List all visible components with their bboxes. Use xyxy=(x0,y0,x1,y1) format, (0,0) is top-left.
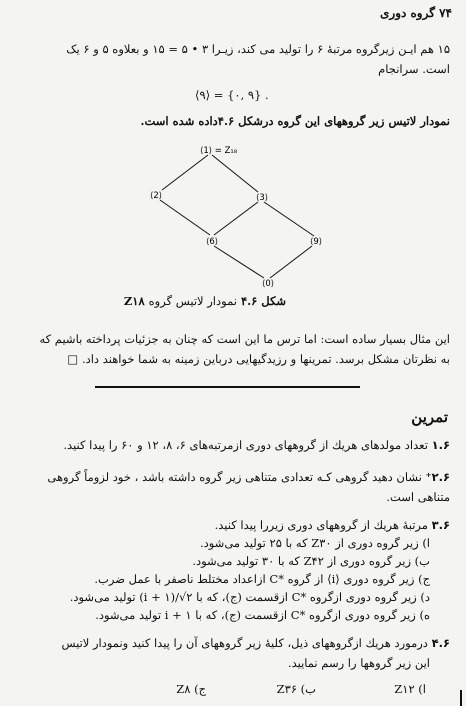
node-6: ⟨6⟩ xyxy=(206,237,219,247)
exercise-number: ۴.۶ xyxy=(431,636,450,650)
lattice-diagram xyxy=(140,140,340,290)
exercise-text: درمورد هریك ازگروههای ذیل، کلیهٔ زیر گروههای آن را پیدا کنید ونمودار لاتیس xyxy=(61,636,428,650)
end-of-proof-mark: □ xyxy=(67,352,79,366)
edge-2-6 xyxy=(160,200,210,235)
exercise-3-part-b: ب) زیر گروه دوری از Z۴۲ که با ۳۰ تولید می‌شود. xyxy=(192,554,430,568)
exercise-4-cont: این زیر گروهها را رسم نمایید. xyxy=(287,656,430,670)
edge-1-3 xyxy=(212,155,258,192)
node-top: ⟨1⟩ = Z₁₈ xyxy=(200,146,238,156)
node-2: ⟨2⟩ xyxy=(150,191,163,201)
edge-9-0 xyxy=(270,246,312,278)
edge-3-9 xyxy=(264,202,314,236)
group-c: ج) Z۸ xyxy=(176,682,206,696)
caption-group: Z۱۸ xyxy=(123,294,145,308)
section-title: تمرین xyxy=(411,408,448,426)
intro-line-2: است. سرانجام xyxy=(378,62,450,76)
exercise-number: ۱.۶ xyxy=(431,438,450,452)
page-header: ۷۴ گروه دوری xyxy=(380,6,452,20)
intro-line-1: ۱۵ هم ایـن زیرگروه مرتبهٔ ۶ را تولید می کند، زیـرا ۳ • ۵ = ۱۵ و بعلاوه ۵ و ۶ یک xyxy=(66,42,450,56)
caption-text: نمودار لاتیس گروه xyxy=(148,294,237,308)
exercise-3-part-a: ا) زیر گروه دوری از Z۳۰ که با ۲۵ تولید می‌شود. xyxy=(199,536,430,550)
exercise-3-part-d: د) زیر گروه دوری ازگروه *C ازقسمت (ج)، که با ۲√/(i + ۱) تولید می‌شود. xyxy=(69,590,430,604)
caption-label: شکل ۴.۶ xyxy=(240,294,286,308)
exercise-4 xyxy=(12,634,450,653)
note-line-2 xyxy=(12,350,450,369)
intro-equation: ⟨۹⟩ = {۰, ۹} . xyxy=(195,88,269,102)
group-a: ا) Z۱۲ xyxy=(394,682,426,696)
margin-bar xyxy=(460,690,462,706)
figure-caption xyxy=(124,294,286,308)
exercise-number: ۲.۶⁺ xyxy=(425,470,450,484)
exercise-3-part-c: ج) زیر گروه دوری ⟨i⟩ از گروه *C ازاعداد مختلط ناصفر با عمل ضرب. xyxy=(94,572,430,586)
exercise-text: تعداد مولدهای هریك از گروههای دوری ازمرتبه‌های ۶، ۸، ۱۲ و ۶۰ را پیدا کنید. xyxy=(63,438,428,452)
node-3: ⟨3⟩ xyxy=(256,193,269,203)
section-rule xyxy=(95,386,360,388)
exercise-3 xyxy=(12,516,450,535)
exercise-2 xyxy=(12,468,450,487)
note-line-1: این مثال بسیار ساده است: اما ترس ما این است که چنان به جزئیات پرداخته باشیم که xyxy=(39,332,450,346)
note-line-2-text: به نظرتان مشکل برسد. تمرینها و رزیدگیهایی درباین زمینه به شما خواهند داد. xyxy=(81,352,450,366)
node-9: ⟨9⟩ xyxy=(310,237,323,247)
exercise-2-cont: متناهی است. xyxy=(386,490,450,504)
edge-6-0 xyxy=(214,246,264,278)
exercise-1 xyxy=(12,436,450,455)
exercise-text: نشان دهید گروهی کـه تعدادی متناهی زیر گروه داشته باشد ، خود لزوماً گروهی xyxy=(47,470,422,484)
exercise-3-part-e: ه) زیر گروه دوری ازگروه *C ازقسمت (ج)، که با i + ۱ تولید می‌شود. xyxy=(95,608,430,622)
edge-3-6 xyxy=(214,202,258,235)
exercise-text: مرتبهٔ هریك از گروههای دوری زیررا پیدا کنید. xyxy=(214,518,428,532)
group-b: ب) Z۳۶ xyxy=(276,682,316,696)
intro-line-3: نمودار لاتیس زیر گروههای این گروه درشکل ۴.۶داده شده است. xyxy=(140,114,450,128)
edge-1-2 xyxy=(162,155,208,190)
exercise-number: ۳.۶ xyxy=(431,518,450,532)
node-0: ⟨0⟩ xyxy=(262,279,275,289)
